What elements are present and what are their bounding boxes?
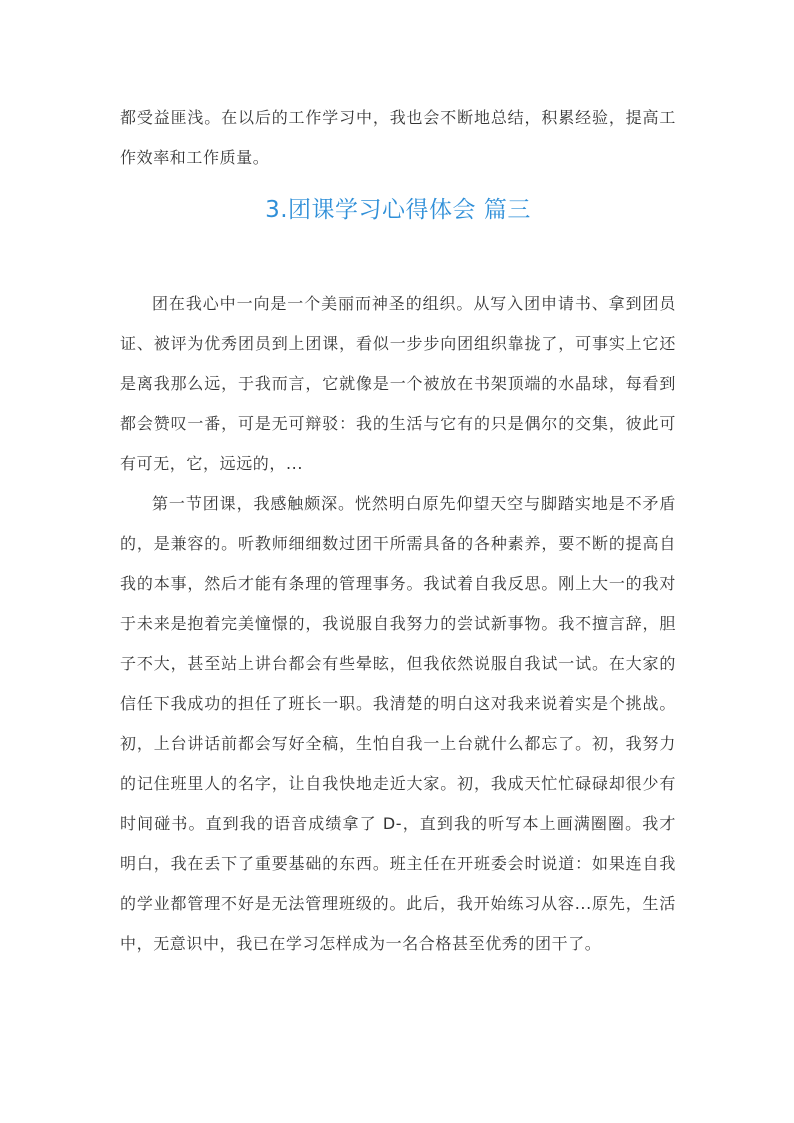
body-paragraph-1: 团在我心中一向是一个美丽而神圣的组织。从写入团申请书、拿到团员证、被评为优秀团员到上团课，看似一步步向团组织靠拢了，可事实上它还是离我那么远，于我而言，它就像是一个被放在书架顶端的水晶球，每看到都会赞叹一番，可是无可辩驳：我的生活与它有的只是偶尔的交集，彼此可有可无，它，远远的，...: [120, 294, 676, 473]
intro-paragraph: 都受益匪浅。在以后的工作学习中，我也会不断地总结，积累经验，提高工作效率和工作质量。: [120, 108, 676, 167]
document-content: [120, 98, 676, 964]
body-paragraph-2: 第一节团课，我感触颇深。恍然明白原先仰望天空与脚踏实地是不矛盾的，是兼容的。听教师细细数过团干所需具备的各种素养，要不断的提高自我的本事，然后才能有条理的管理事务。我试着自我反思。刚上大一的我对于未来是抱着完美憧憬的，我说服自我努力的尝试新事物。我不擅言辞，胆子不大，甚至站上讲台都会有些晕眩，但我依然说服自我试一试。在大家的信任下我成功的担任了班长一职。我清楚的明白这对我来说着实是个挑战。初，上台讲话前都会写好全稿，生怕自我一上台就什么都忘了。初，我努力的记住班里人的名字，让自我快地走近大家。初，我成天忙忙碌碌却很少有时间碰书。直到我的语音成绩拿了 D-，直到我的听写本上画满圈圈。我才明白，我在丢下了重要基础的东西。班主任在开班委会时说道：如果连自我的学业都管理不好是无法管理班级的。此后，我开始练习从容...原先，生活中，无意识中，我已在学习怎样成为一名合格甚至优秀的团干了。: [120, 494, 676, 953]
section-heading: 3.团课学习心得体会 篇三: [265, 197, 531, 223]
